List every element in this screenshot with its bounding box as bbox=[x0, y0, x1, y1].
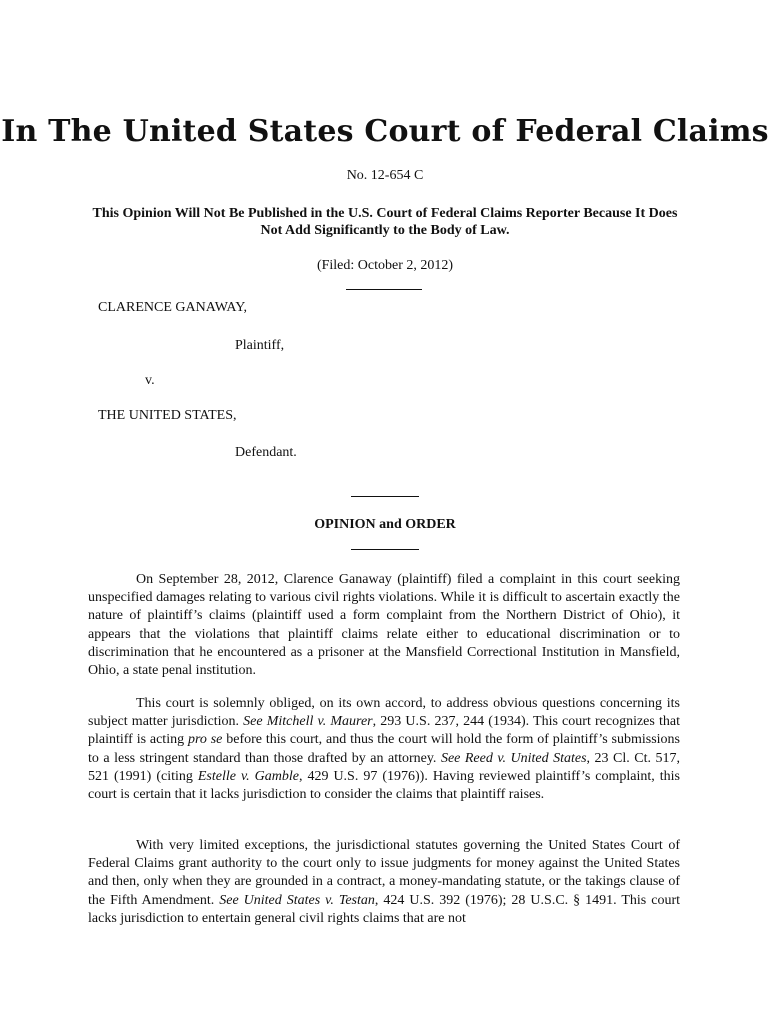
paragraph-2 bbox=[88, 695, 680, 804]
defendant-role: Defendant. bbox=[235, 445, 297, 460]
filed-date: (Filed: October 2, 2012) bbox=[316, 258, 454, 273]
paragraph-2-text: , 23 Cl. Ct. 517, 521 (1991) (citing bbox=[88, 750, 680, 784]
publication-note bbox=[0, 205, 770, 239]
plaintiff-role: Plaintiff, bbox=[235, 338, 285, 353]
paragraph-3 bbox=[88, 837, 680, 928]
opinion-divider-bottom bbox=[351, 549, 419, 550]
paragraph-2-text: , 293 U.S. 237, 244 (1934). This court recognizes that plaintiff is acting bbox=[88, 714, 680, 748]
versus: v. bbox=[145, 373, 155, 388]
court-title: In The United States Court of Federal Claims bbox=[1, 114, 769, 149]
paragraph-2-text: before this court, and thus the court will hold the form of plaintiff’s submissions to a less stringent standard than those drafted by an attorney. bbox=[88, 732, 681, 766]
opinion-divider-top bbox=[351, 496, 419, 497]
pro-se-term: pro se bbox=[187, 732, 223, 748]
paragraph-2-text: This court is solemnly obliged, on its own accord, to address obvious questions concerning its subject matter jurisdiction. bbox=[88, 696, 680, 730]
opinion-heading: OPINION and ORDER bbox=[314, 517, 456, 532]
citation: See United States v. Testan bbox=[219, 892, 375, 908]
paragraph-2-text: , 429 U.S. 97 (1976)). Having reviewed plaintiff’s complaint, this court is certain that it lacks jurisdiction to consider the claims that plaintiff raises. bbox=[88, 768, 680, 803]
plaintiff-name: CLARENCE GANAWAY, bbox=[98, 300, 248, 315]
citation: See Mitchell v. Maurer bbox=[243, 714, 373, 730]
paragraph-1 bbox=[88, 571, 680, 680]
defendant-name: THE UNITED STATES, bbox=[98, 408, 237, 423]
paragraph-1-text: On September 28, 2012, Clarence Ganaway (plaintiff) filed a complaint in this court seeking unspecified damages relating to various civil rights violations. While it is difficult to ascertain exactly the nature of plaintiff’s claims (plaintiff used a form complaint from the Northern District of Ohio), it appears that the violations that plaintiff claims relate either to educational discrimination or to discrimination that he encountered as a prisoner at the Mansfield Correctional Institution in Mansfield, Ohio, a state penal institution. bbox=[88, 572, 680, 679]
citation: Estelle v. Gamble bbox=[197, 768, 299, 784]
citation: See Reed v. United States bbox=[440, 750, 587, 766]
header-divider bbox=[346, 289, 422, 290]
paragraph-3-text: , 424 U.S. 392 (1976); 28 U.S.C. § 1491. This court lacks jurisdiction to entertain general civil rights claims that are not bbox=[88, 892, 681, 926]
case-number: No. 12-654 C bbox=[346, 168, 424, 183]
paragraph-3-text: With very limited exceptions, the jurisdictional statutes governing the United States Court of Federal Claims grant authority to the court only to issue judgments for money against the United States and then, only when they are grounded in a contract, a money-mandating statute, or the takings clause of the Fifth Amendment. bbox=[88, 838, 680, 908]
publication-note-text: This Opinion Will Not Be Published in the U.S. Court of Federal Claims Reporter Because It Does Not Add Significantly to the Body of Law. bbox=[92, 206, 678, 238]
